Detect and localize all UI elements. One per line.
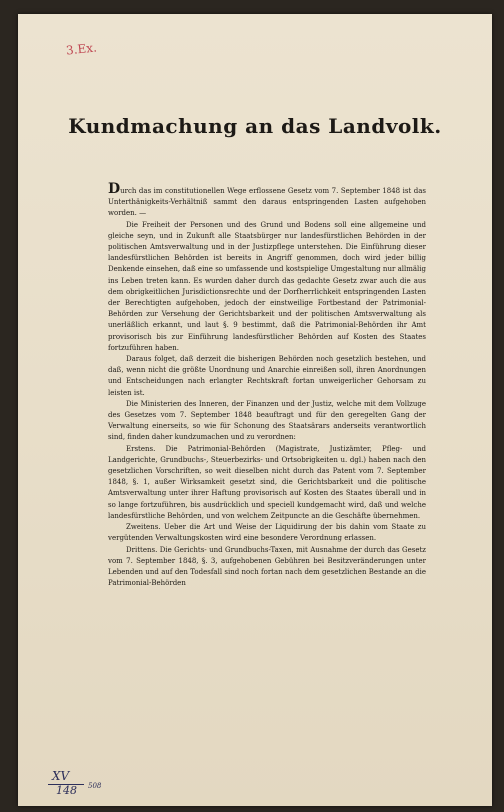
body-paragraph: Die Freiheit der Personen und des Grund und Bodens soll eine allgemeine und gleiche seyn, und in Zukunft alle Staatsbürger nur landesfürstlichen Behörden in der politischen Amtsverwaltung und in der Justizpflege unterstehen. Die Einführung dieser landesfürstlichen Behörden ist bereits in Angriff genommen, doch wird jeder billig Denkende einsehen, daß eine so umfassende und kostspielige Umgestaltung nur allmälig ins Leben treten kann. Es wurden daher durch das gedachte Gesetz zwar auch die aus dem obrigkeitlichen Jurisdictionsrechte und der Dorfherrlichkeit entspringenden Lasten der Berechtigten aufgehoben, jedoch der einstweilige Fortbestand der Patrimonial-Behörden zur Versehung der Gerichtsbarkeit und der politischen Amtsverwaltung als unerläßlich erkannt, und laut §. 9 bestimmt, daß die Patrimonial-Behörden ihr Amt provisorisch bis zur Einführung landesfürstlicher Behörden auf Kosten des Staates fortzuführen haben. [108,220,426,352]
body-paragraph: Daraus folget, daß derzeit die bisherigen Behörden noch gesetzlich bestehen, und daß, wenn nicht die größte Unordnung und Anarchie einreißen soll, ihren Anordnungen und Entscheidungen nach erlangter Rechtskraft fortan unweigerlicher Gehorsam zu leisten ist. [108,355,426,397]
body-paragraph: Erstens. Die Patrimonial-Behörden (Magistrate, Justizämter, Pfleg- und Landgerichte, Grundbuchs-, Steuerbezirks- und Ortsobrigkeiten u. dgl.) haben nach den gesetzlichen Vorschriften, so weit dieselben nicht durch das Patent vom 7. September 1848, §. 1, außer Wirksamkeit gesetzt sind, die Gerichtsbarkeit und die politische Amtsverwaltung unter ihrer Haftung provisorisch auf Kosten des Staates überall und in so lange fortzuführen, bis ausdrücklich und speciell kundgemacht wird, daß und welche landesfürstliche Behörden, und von welchem Zeitpuncte an die Geschäfte übernehmen. [108,444,426,520]
archive-mark: 3.Ex. [65,40,98,58]
body-paragraph: Die Ministerien des Inneren, der Finanzen und der Justiz, welche mit dem Vollzuge des Gesetzes vom 7. September 1848 beauftragt und für den geregelten Gang der Verwaltung einerseits, so wie für Schonung des Staatsärars anderseits verantwortlich sind, finden daher kundzumachen und zu verordnen: [108,399,426,442]
intro-paragraph: Durch das im constitutionellen Wege erflossene Gesetz vom 7. September 1848 ist das Unterthänigkeits-Verhältniß sammt den daraus entspringenden Lasten aufgehoben worden. — [108,181,426,218]
handwritten-number-suffix: 508 [88,782,102,790]
handwritten-number: 148 [56,784,77,797]
body-paragraph: Drittens. Die Gerichts- und Grundbuchs-Taxen, mit Ausnahme der durch das Gesetz vom 7. September 1848, §. 3, aufgehobenen Gebühren bei Besitzveränderungen unter Lebenden und auf den Todesfall sind noch fortan nach dem gesetzlichen Bestande an die Patrimonial-Behörden [108,545,426,588]
document-sheet [18,14,492,806]
body-paragraph: Zweitens. Ueber die Art und Weise der Liquidirung der bis dahin vom Staate zu vergütenden Verwaltungskosten wird eine besondere Verordnung erlassen. [108,523,426,543]
document-title: Kundmachung an das Landvolk. [68,114,442,138]
document-body [108,181,426,589]
handwritten-roman-numeral: XV [52,769,70,783]
